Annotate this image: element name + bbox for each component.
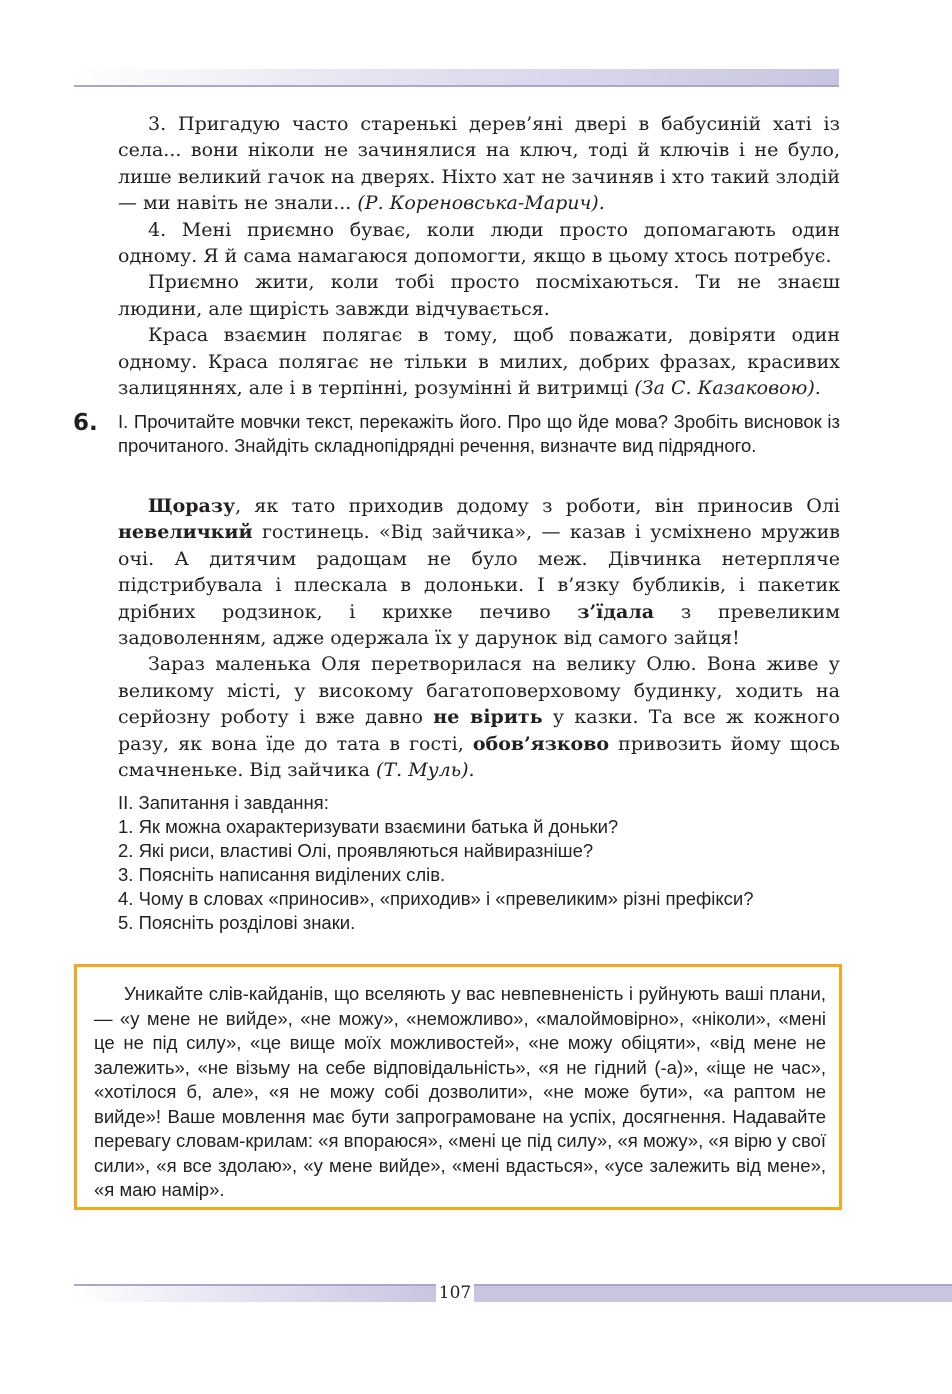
page-number: 107 xyxy=(438,1283,472,1303)
story-paragraph-1: Щоразу, як тато приходив додому з роботи, він приносив Олі невеличкий гостинець. «Від зайчика», — казав і усміхнено мружив очі. А дитячим радощам не було меж. Дівчинка нетерпляче підстрибувала і плескала в долоньки. І в’язку бубликів, і пакетик дрібних родзинок, і крихке печиво з’їдала з превеликим задоволенням, адже одержала їх у дарунок від самого зайця! xyxy=(118,495,840,650)
paragraph-4: 4. Мені приємно буває, коли люди просто допомагають один одному. Я й сама намагаюся допомогти, якщо в цьому хтось потребує. xyxy=(118,218,840,268)
footer-bar-right xyxy=(474,1284,952,1302)
header-decorative-bar xyxy=(74,69,839,87)
author-credit: (Р. Кореновська-Марич). xyxy=(357,192,605,215)
question-item: 5. Поясніть розділові знаки. xyxy=(118,912,356,933)
task-number: 6. xyxy=(73,410,98,436)
paragraph-3: 3. Пригадую часто старенькі дерев’яні двері в бабусиній хаті із села... вони ніколи не зачинялися на ключ, тоді й ключів і не було, лише великий гачок на дверях. Ніхто хат не зачиняв і хто такий злодій — ми навіть не знали... (Р. Кореновська-Марич). xyxy=(118,113,840,215)
author-credit: (Т. Муль). xyxy=(376,759,475,782)
highlighted-word: невеличкий xyxy=(118,521,253,544)
highlighted-word: не вірить xyxy=(433,706,543,729)
task-instruction-text: І. Прочитайте мовчки текст, перекажіть його. Про що йде мова? Зробіть висновок із прочитаного. Знайдіть складнопідрядні речення, визначте вид підрядного. xyxy=(118,411,840,456)
question-item: 2. Які риси, властиві Олі, проявляються найвиразніше? xyxy=(118,840,594,861)
question-item: 4. Чому в словах «приносив», «приходив» і «превеликим» різні префікси? xyxy=(118,888,754,909)
paragraph-5: Приємно жити, коли тобі просто посміхаються. Ти не знаєш людини, але щирість завжди відчувається. xyxy=(118,271,840,320)
advice-frame xyxy=(74,964,842,1210)
questions-list xyxy=(118,791,840,935)
footer-bar-left xyxy=(74,1284,436,1302)
questions-heading: ІІ. Запитання і завдання: xyxy=(118,792,329,813)
author-credit: (За С. Казаковою). xyxy=(634,377,821,400)
question-item: 3. Поясніть написання виділених слів. xyxy=(118,864,446,885)
question-item: 1. Як можна охарактеризувати взаємини батька й доньки? xyxy=(118,816,619,837)
task-instruction xyxy=(118,410,840,458)
story-paragraph-2: Зараз маленька Оля перетворилася на велику Олю. Вона живе у великому місті, у високому багатоповерховому будинку, ходить на серйозну роботу і вже давно не вірить у казки. Та все ж кожного разу, як вона їде до тата в гості, обов’язково привозить йому щось смачненьке. Від зайчика (Т. Муль). xyxy=(118,653,840,782)
advice-text: Уникайте слів-кайданів, що вселяють у вас невпевненість і руйнують ваші плани, — «у мене не вийде», «не можу», «неможливо», «малоймовірно», «ніколи», «мені це не під силу», «це вище моїх можливостей», «не можу обіцяти», «від мене не залежить», «не візьму на себе відповідальність», «я не гідний (-а)», «іще не час», «хотілося б, але», «я не можу собі дозволити», «не може бути», «а раптом не вийде»! Ваше мовлення має бути запрограмоване на успіх, досягнення. Надавайте перевагу словам-крилам: «я впораюся», «мені це під силу», «я можу», «я вірю у свої сили», «я все здолаю», «у мене вийде», «мені вдасться», «усе залежить від мене», «я маю намір». xyxy=(94,983,826,1200)
highlighted-word: з’їдала xyxy=(577,600,655,623)
paragraph-6: Краса взаємин полягає в тому, щоб поважати, довіряти один одному. Краса полягає не тільки в милих, добрих фразах, красивих залицяннях, але і в терпінні, розумінні й витримці (За С. Казаковою). xyxy=(118,324,840,400)
highlighted-word: Щоразу xyxy=(148,495,236,517)
passage-two xyxy=(118,493,840,783)
passage-one xyxy=(118,111,840,401)
highlighted-word: обов’язково xyxy=(472,732,610,755)
